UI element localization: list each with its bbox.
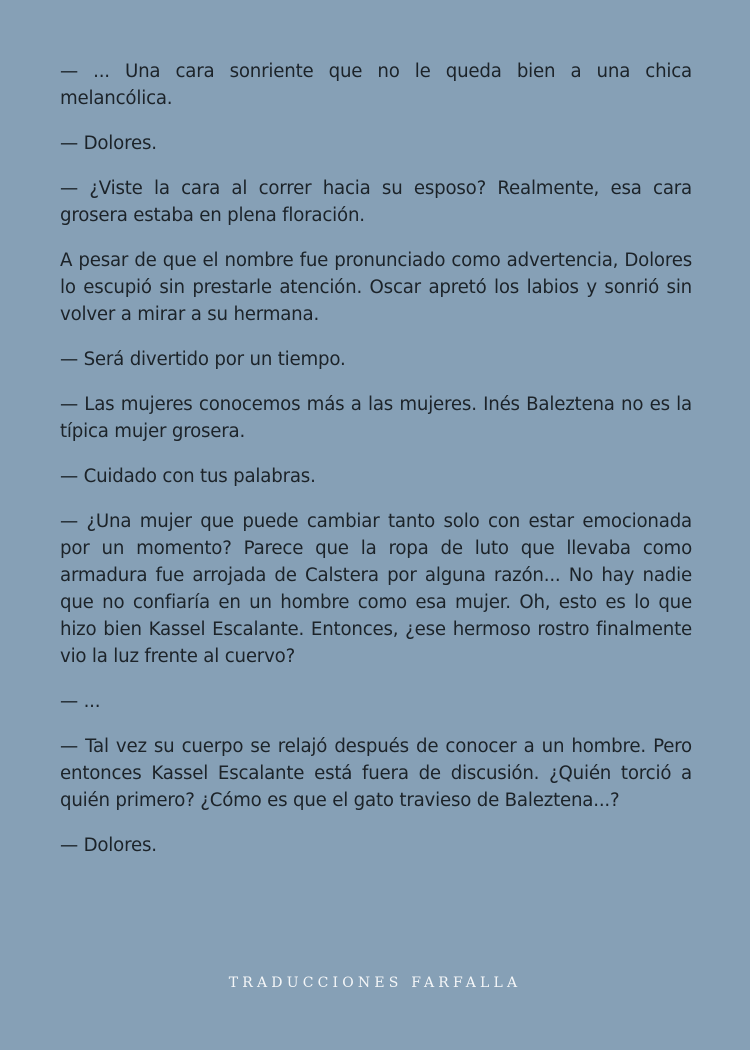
paragraph-11: — Dolores. bbox=[60, 835, 157, 856]
paragraph-7: — Cuidado con tus palabras. bbox=[60, 466, 316, 487]
paragraph-8: — ¿Una mujer que puede cambiar tanto solo con estar emocionada por un momento? Parece que la ropa de luto que llevaba como armadura fue arrojada de Calstera por alguna razón... No hay nadie que no confiaría en un hombre como esa mujer. Oh, esto es lo que hizo bien Kassel Escalante. Entonces, ¿ese hermoso rostro finalmente vio la luz frente al cuervo? bbox=[60, 511, 692, 667]
paragraph-4: A pesar de que el nombre fue pronunciado como advertencia, Dolores lo escupió sin prestarle atención. Oscar apretó los labios y sonrió sin volver a mirar a su hermana. bbox=[60, 250, 692, 325]
paragraph-9: — ... bbox=[60, 691, 101, 712]
footer-credit: TRADUCCIONES FARFALLA bbox=[228, 975, 522, 991]
paragraph-1: — ... Una cara sonriente que no le queda bien a una chica melancólica. bbox=[60, 61, 692, 109]
paragraph-5: — Será divertido por un tiempo. bbox=[60, 349, 346, 370]
paragraph-6: — Las mujeres conocemos más a las mujeres. Inés Baleztena no es la típica mujer grosera. bbox=[60, 394, 692, 442]
paragraph-2: — Dolores. bbox=[60, 133, 157, 154]
paragraph-3: — ¿Viste la cara al correr hacia su esposo? Realmente, esa cara grosera estaba en plena floración. bbox=[60, 178, 692, 226]
paragraph-10: — Tal vez su cuerpo se relajó después de conocer a un hombre. Pero entonces Kassel Escalante está fuera de discusión. ¿Quién torció a quién primero? ¿Cómo es que el gato travieso de Baleztena...? bbox=[60, 736, 692, 811]
document-body bbox=[60, 58, 692, 877]
